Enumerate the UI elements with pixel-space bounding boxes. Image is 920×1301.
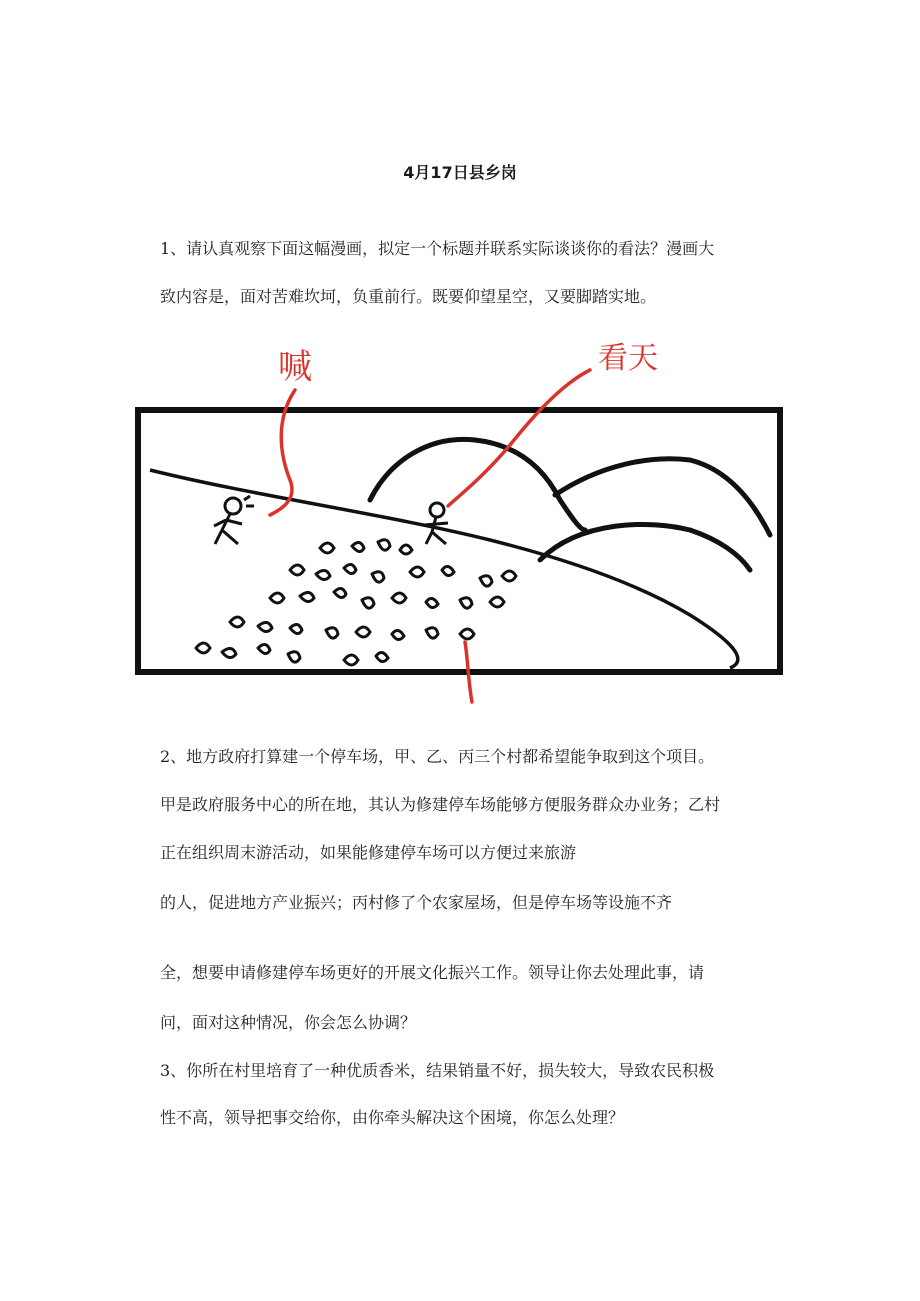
page-title: 4月17日县乡岗 xyxy=(403,163,517,182)
comic-label-left: 喊 xyxy=(278,347,312,387)
stick-figure-right xyxy=(424,503,448,544)
crowd-scribbles xyxy=(196,540,516,665)
question-1-line-2: 致内容是，面对苦难坎坷，负重前行。既要仰望星空，又要脚踏实地。 xyxy=(160,287,657,306)
question-2-line-1: 2、地方政府打算建一个停车场，甲、乙、丙三个村都希望能争取到这个项目。 xyxy=(160,747,715,766)
question-2-line-3: 正在组织周末游活动，如果能修建停车场可以方便过来旅游 xyxy=(160,843,577,862)
question-2-line-4: 的人，促进地方产业振兴；丙村修了个农家屋场，但是停车场等设施不齐 xyxy=(160,893,673,912)
comic-illustration xyxy=(130,330,790,710)
mountain-left xyxy=(370,439,585,530)
question-2-line-6: 问，面对这种情况，你会怎么协调？ xyxy=(160,1013,417,1032)
stick-figure-left xyxy=(214,496,254,544)
question-2-line-5: 全，想要申请修建停车场更好的开展文化振兴工作。领导让你去处理此事，请 xyxy=(160,963,705,982)
question-3-line-1: 3、你所在村里培育了一种优质香米，结果销量不好，损失较大，导致农民积极 xyxy=(160,1061,715,1080)
question-3-line-2: 性不高，领导把事交给你，由你牵头解决这个困境，你怎么处理？ xyxy=(160,1108,625,1127)
comic-label-right: 看天 xyxy=(598,341,658,376)
question-1-line-1: 1、请认真观察下面这幅漫画，拟定一个标题并联系实际谈谈你的看法？漫画大 xyxy=(160,239,715,258)
question-2-line-2: 甲是政府服务中心的所在地，其认为修建停车场能够方便服务群众办业务；乙村 xyxy=(160,795,721,814)
